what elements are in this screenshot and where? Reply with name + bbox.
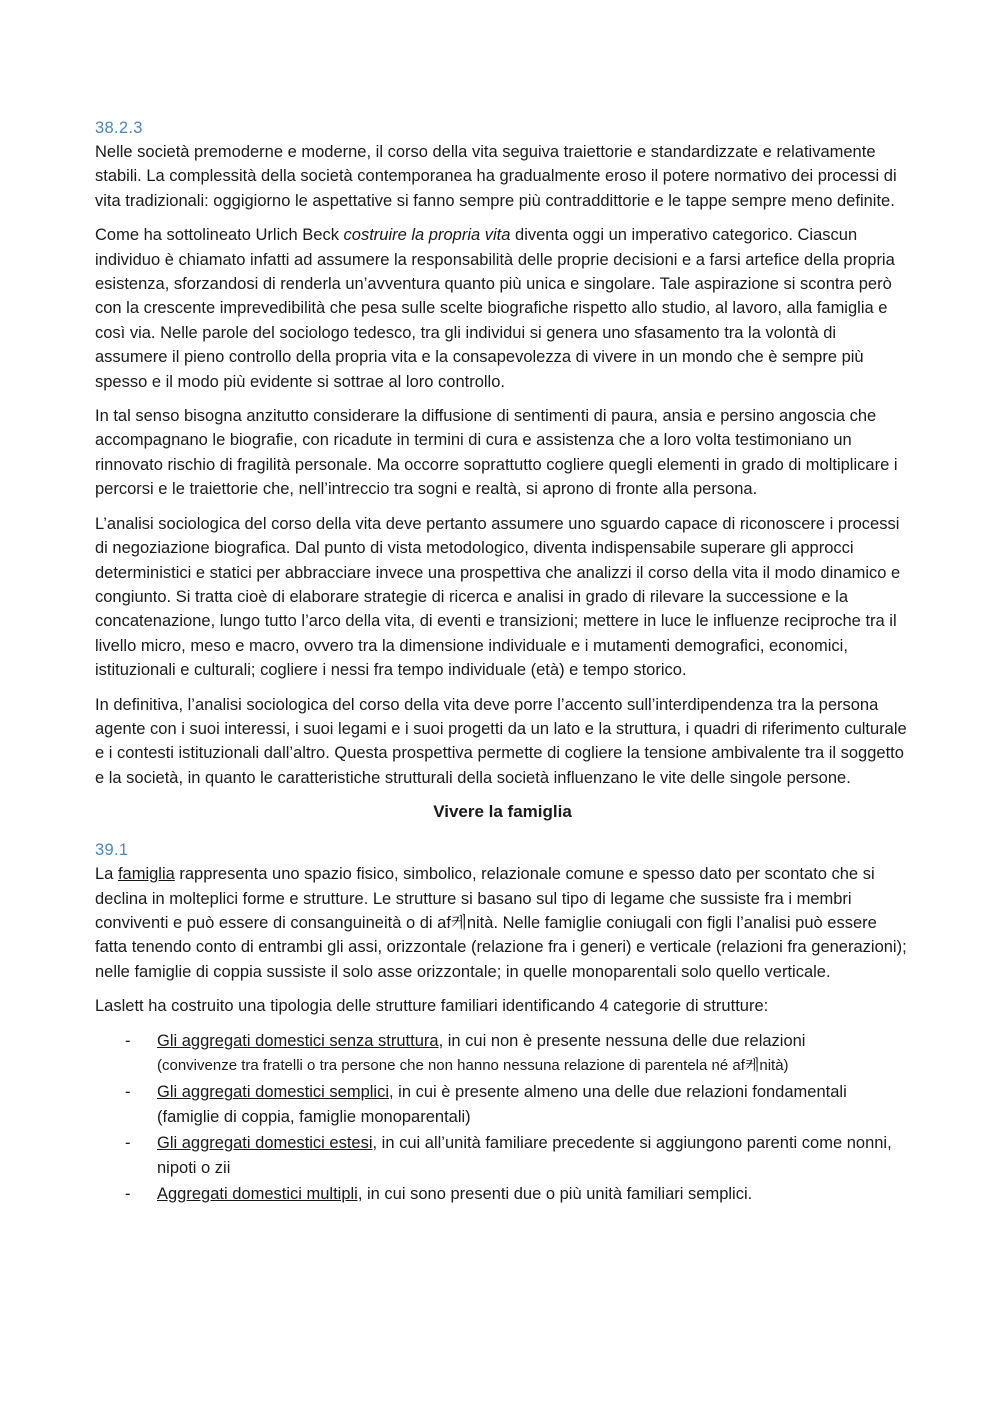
document-body bbox=[95, 116, 910, 1208]
paragraph: In definitiva, l’analisi sociologica del corso della vita deve porre l’accento sull’interdipendenza tra la persona agente con i suoi interessi, i suoi legami e i suoi progetti da un lato e la struttura, i quadri di riferimento culturale e i contesti istituzionali dall’altro. Questa prospettiva permette di cogliere la tensione ambivalente tra il soggetto e la società, in quanto le caratteristiche strutturali della società influenzano le vite delle singole persone. bbox=[95, 695, 907, 787]
list-item bbox=[95, 1182, 910, 1206]
paragraph: Laslett ha costruito una tipologia delle strutture familiari identificando 4 categorie di strutture: bbox=[95, 997, 769, 1016]
list-term: Gli aggregati domestici semplici bbox=[157, 1083, 390, 1102]
list-text: , in cui non è presente nessuna delle due relazioni bbox=[438, 1031, 806, 1050]
paragraph-text: rappresenta uno spazio fisico, simbolico, relazionale comune e spesso dato per scontato che si declina in molteplici forme e strutture. Le strutture si basano sul tipo di legame che sussiste fra i membri conviventi e può essere di consanguineità o di af케nità. Nelle famiglie coniugali con figli l’analisi può essere fatta tenendo conto di entrambi gli assi, orizzontale (relazione fra i generi) e verticale (relazioni fra generazioni); nelle famiglie di coppia sussiste il solo asse orizzontale; in quelle monoparentali solo quello verticale. bbox=[95, 865, 907, 981]
list-dash: - bbox=[125, 1185, 131, 1204]
list-term: Gli aggregati domestici senza struttura bbox=[157, 1031, 439, 1050]
list-dash: - bbox=[125, 1134, 131, 1153]
italic-phrase: costruire la propria vita bbox=[343, 226, 511, 245]
structure-list bbox=[95, 1029, 910, 1207]
underlined-term: famiglia bbox=[117, 865, 175, 884]
list-item bbox=[95, 1080, 910, 1129]
paragraph: In tal senso bisogna anzitutto considerare la diffusione di sentimenti di paura, ansia e persino angoscia che accompagnano le biografie, con ricadute in termini di cura e assistenza che a loro volta testimoniano un rinnovato rischio di fragilità personale. Ma occorre soprattutto cogliere quegli elementi in grado di moltiplicare i percorsi e le traiettorie che, nell’intreccio tra sogni e realtà, si aprono di fronte alla persona. bbox=[95, 407, 898, 499]
list-text: , in cui all’unità familiare precedente si aggiungono parenti come nonni, nipoti o zii bbox=[157, 1134, 892, 1177]
paragraph: Nelle società premoderne e moderne, il corso della vita seguiva traiettorie e standardizzate e relativamente stabili. La complessità della società contemporanea ha gradualmente eroso il potere normativo dei processi di vita tradizionali: oggigiorno le aspettative si fanno sempre più contraddittorie e le tappe sempre meno definite. bbox=[95, 143, 897, 210]
list-term: Aggregati domestici multipli, bbox=[157, 1185, 363, 1204]
paragraph: L’analisi sociologica del corso della vita deve pertanto assumere uno sguardo capace di riconoscere i processi di negoziazione biografica. Dal punto di vista metodologico, diventa indispensabile superare gli approcci deterministici e statici per abbracciare invece una prospettiva che analizzi il corso della vita il modo dinamico e congiunto. Si tratta cioè di elaborare strategie di ricerca e analisi in grado di rilevare la successione e la concatenazione, lungo tutto l’arco della vita, di eventi e transizioni; mettere in luce le influenze reciproche tra il livello micro, meso e macro, ovvero tra la dimensione individuale e i mutamenti demografici, economici, istituzionali e culturali; cogliere i nessi fra tempo individuale (età) e tempo storico. bbox=[95, 514, 901, 680]
chapter-heading: Vivere la famiglia bbox=[433, 802, 572, 822]
list-item bbox=[95, 1131, 910, 1180]
paragraph-text: La bbox=[95, 865, 118, 884]
paragraph-text: diventa oggi un imperativo categorico. Ciascun individuo è chiamato infatti ad assumere la responsabilità delle proprie decisioni e a farsi artefice della propria esistenza, sforzandosi di renderla un’avventura quanto più unica e singolare. Tale aspirazione si scontra però con la crescente imprevedibilità che pesa sulle scelte biografiche rispetto allo studio, al lavoro, alla famiglia e così via. Nelle parole del sociologo tedesco, tra gli individui si genera uno sfasamento tra la volontà di assumere il pieno controllo della propria vita e la consapevolezza di vivere in un mondo che è sempre più spesso e il modo più evidente si sottrae al loro controllo. bbox=[95, 226, 895, 391]
section-number: 38.2.3 bbox=[95, 119, 143, 137]
section-number: 39.1 bbox=[95, 841, 129, 860]
list-dash: - bbox=[125, 1031, 131, 1050]
list-dash: - bbox=[125, 1083, 131, 1102]
list-note: (convivenze tra fratelli o tra persone che non hanno nessuna relazione di parentela né af케nità) bbox=[157, 1057, 789, 1074]
paragraph bbox=[95, 223, 910, 394]
list-text: in cui sono presenti due o più unità familiari semplici. bbox=[362, 1185, 753, 1204]
paragraph bbox=[95, 862, 910, 984]
paragraph-text: Come ha sottolineato Urlich Beck bbox=[95, 226, 344, 245]
list-text: , in cui è presente almeno una delle due relazioni fondamentali (famiglie di coppia, famiglie monoparentali) bbox=[157, 1083, 847, 1126]
list-term: Gli aggregati domestici estesi bbox=[157, 1134, 373, 1153]
list-item bbox=[95, 1029, 910, 1079]
